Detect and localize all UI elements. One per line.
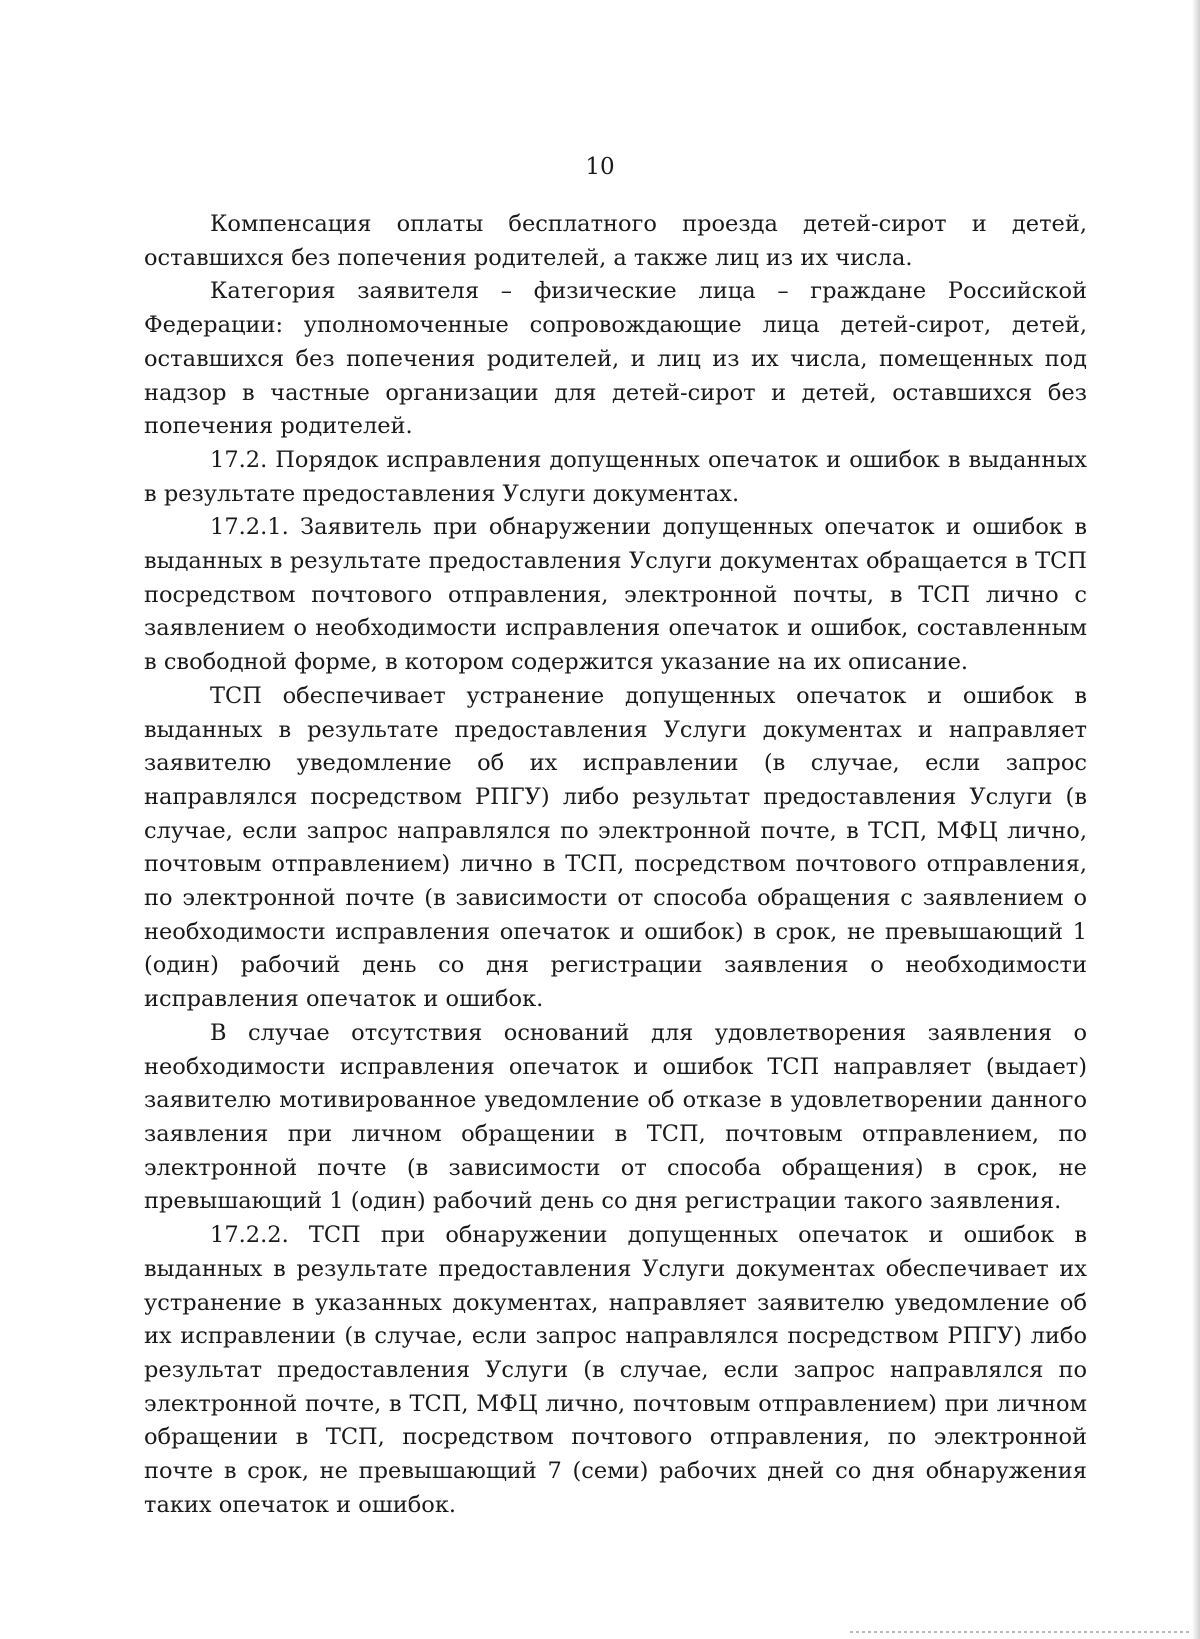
paragraph-compensation-title: Компенсация оплаты бесплатного проезда детей-сирот и детей, оставшихся без попечения родителей, а также лиц из их числа. <box>144 211 1087 271</box>
paragraph-refusal: В случае отсутствия оснований для удовлетворения заявления о необходимости исправления опечаток и ошибок ТСП направляет (выдает) заявителю мотивированное уведомление об отказе в удовлетворении данного заявления при личном обращении в ТСП, почтовым отправлением, по электронной почте (в зависимости от способа обращения) в срок, не превышающий 1 (один) рабочий день со дня регистрации такого заявления. <box>144 1019 1087 1215</box>
paragraph-17-2-2: 17.2.2. ТСП при обнаружении допущенных опечаток и ошибок в выданных в результате предоставления Услуги документах обеспечивает их устранение в указанных документах, направляет заявителю уведомление об их исправлении (в случае, если запрос направлялся посредством РПГУ) либо результат предоставления Услуги (в случае, если запрос направлялся по электронной почте, в ТСП, МФЦ лично, почтовым отправлением) при личном обращении в ТСП, посредством почтового отправления, по электронной почте в срок, не превышающий 7 (семи) рабочих дней со дня обнаружения таких опечаток и ошибок. <box>144 1222 1087 1518</box>
scan-artifact-dots <box>850 1631 1190 1633</box>
document-body <box>144 208 1087 1522</box>
page-number: 10 <box>585 154 615 180</box>
paragraph-applicant-category: Категория заявителя – физические лица – граждане Российской Федерации: уполномоченные сопровождающие лица детей-сирот, детей, оставшихся без попечения родителей, и лиц из их числа, помещенных под надзор в частные организации для детей-сирот и детей, оставшихся без попечения родителей. <box>144 278 1087 440</box>
paragraph-17-2-1: 17.2.1. Заявитель при обнаружении допущенных опечаток и ошибок в выданных в результате предоставления Услуги документах обращается в ТСП посредством почтового отправления, электронной почты, в ТСП лично с заявлением о необходимости исправления опечаток и ошибок, составленным в свободной форме, в котором содержится указание на их описание. <box>144 514 1087 676</box>
scan-edge-shadow <box>1192 0 1200 1639</box>
paragraph-17-2: 17.2. Порядок исправления допущенных опечаток и ошибок в выданных в результате предоставления Услуги документах. <box>144 446 1087 507</box>
paragraph-tsp-correction: ТСП обеспечивает устранение допущенных опечаток и ошибок в выданных в результате предоставления Услуги документах и направляет заявителю уведомление об их исправлении (в случае, если запрос направлялся посредством РПГУ) либо результат предоставления Услуги (в случае, если запрос направлялся по электронной почте, в ТСП, МФЦ лично, почтовым отправлением) лично в ТСП, посредством почтового отправления, по электронной почте (в зависимости от способа обращения с заявлением о необходимости исправления опечаток и ошибок) в срок, не превышающий 1 (один) рабочий день со дня регистрации заявления о необходимости исправления опечаток и ошибок. <box>144 682 1087 1013</box>
